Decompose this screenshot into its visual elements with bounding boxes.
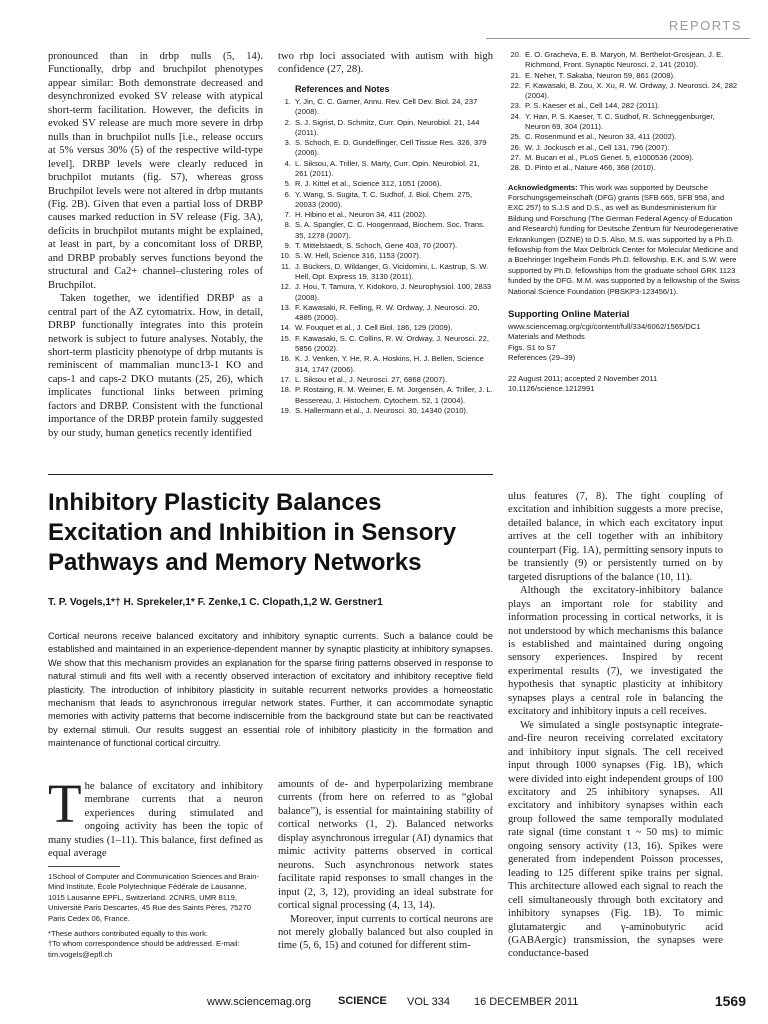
reference-text: D. Pinto et al., Nature 466, 368 (2010).	[525, 163, 656, 173]
reference-item	[508, 132, 740, 142]
acknowledgments-text: This work was supported by Deutsche Forschungsgemeinschaft (DFG) grants (SFB 665, SFB 958, and EXC 257) to S.J.S and D.S., as well as Bundesministerium für Bildung und Forschung (The German Federal Agency of Education and Research) funding for Deutsche Zentrum für Neurodegenerative Erkrankungen (DZNE) to D.S. Also, M.S. was supported by a Ph.D. fellowship from the Max Delbrück Center for Molecular Medicine and a Boehringer Ingelheim Fonds Ph.D. fellowship. E.K. and S.W. were supported by Ph.D. fellowships from the graduate school GRK 1123 funded by the DFG. M.M. was supported by a fellowship of the Swiss National Science Foundation (PBSKP3-123456/1).	[508, 182, 740, 296]
som-title: Supporting Online Material	[508, 309, 630, 321]
reference-text: F. Kawasaki, S. C. Collins, R. W. Ordway, J. Neurosci. 22, 5856 (2002).	[295, 333, 489, 354]
equal-contribution-note: *These authors contributed equally to this work.	[48, 929, 208, 939]
article-column-2	[278, 778, 493, 980]
reference-text: L. Siksou et al., J. Neurosci. 27, 6868 (2007).	[295, 374, 447, 384]
reference-number: 4.	[284, 158, 291, 168]
reference-number: 16.	[280, 354, 291, 364]
reference-number: 27.	[510, 152, 521, 162]
article-divider	[48, 474, 493, 475]
reference-text: Y. Wang, S. Sugita, T. C. Sudhof, J. Biol. Chem. 275, 20033 (2000).	[295, 189, 473, 209]
reference-number: 26.	[510, 142, 521, 152]
reference-number: 17.	[280, 374, 291, 384]
reference-number: 2.	[284, 117, 291, 127]
reference-text: P. S. Kaeser et al., Cell 144, 282 (2011).	[525, 101, 660, 111]
reference-text: E. Neher, T. Sakaba, Neuron 59, 861 (2008).	[525, 70, 676, 80]
som-url[interactable]: www.sciencemag.org/cgi/content/full/334/6062/1565/DC1	[508, 322, 701, 332]
correspondence-note: †To whom correspondence should be addressed. E-mail: tim.vogels@epfl.ch	[48, 939, 240, 959]
reference-item	[278, 190, 493, 211]
prev-paragraph-3: two rbp loci associated with autism with high confidence (27, 28).	[278, 51, 493, 76]
reference-number: 25.	[510, 132, 521, 142]
reference-number: 9.	[284, 241, 291, 251]
footer-journal-name: SCIENCE	[338, 995, 387, 1007]
references-title: References and Notes	[295, 83, 390, 94]
footer-url[interactable]: www.sciencemag.org	[207, 996, 311, 1008]
body-paragraph: amounts of de- and hyperpolarizing membrane currents (from here on referred to as “global balance”), is essential for maintaining stability of cortical networks (1, 2). Balanced networks display asynchronous irregular (AI) dynamics that mimic activity patterns observed in cortical neurons. Such asynchronous network states facilitate rapid responses to small changes in the input (2, 3, 12), providing an ideal substrate for cortical signal processing (4, 13, 14).	[278, 779, 493, 912]
reference-text: Y. Han, P. S. Kaeser, T. C. Südhof, R. Schneggenburger, Neuron 69, 304 (2011).	[525, 111, 715, 132]
reference-text: W. Fouquet et al., J. Cell Biol. 186, 129 (2009).	[295, 323, 453, 333]
reference-item	[278, 282, 493, 303]
drop-cap: T	[48, 780, 82, 834]
reference-item	[278, 262, 493, 283]
reference-text: C. Rosenmund et al., Neuron 33, 411 (2002).	[525, 132, 677, 142]
reference-number: 3.	[284, 138, 291, 148]
reference-text: K. J. Venken, Y. He, R. A. Hoskins, H. J. Bellen, Science 314, 1747 (2006).	[295, 354, 484, 374]
footnote-rule	[48, 866, 120, 867]
header-rule	[486, 38, 750, 39]
reference-text: W. J. Jockusch et al., Cell 131, 796 (2007).	[525, 142, 670, 152]
affiliation-text: 1School of Computer and Communication Sciences and Brain-Mind Institute, École Polytechnique Fédérale de Lausanne, 1015 Lausanne EPFL, Switzerland. 2CNRS, UMR 8119, Université Paris Descartes, 45 Rue des Saints Pères, 75270 Paris Cedex 06, France.	[48, 872, 260, 923]
prev-paragraph-2: Taken together, we identified DRBP as a central part of the AZ cytomatrix. How, in detail, DRBP functionally integrates into this protein network is subject to future analyses. Notably, the short-term plasticity phenotype of drbp mutants is reminiscent of mammalian munc13-1 KO and caps-1 and caps-2 DKO mutants (25, 26), which implicates functional links between priming factors and DRBP. Consistent with the functional importance of the DRBP protein family suggested by our study, human genetics recently identified	[48, 293, 263, 439]
intro-paragraph	[48, 780, 263, 861]
abstract: Cortical neurons receive balanced excitatory and inhibitory synaptic currents. Such a balance could be established and maintained in an experience-dependent manner by synaptic plasticity at inhibitory synapses. We show that this mechanism provides an explanation for the sparse firing patterns observed in response to natural stimuli and fits well with a recently observed interaction of excitatory and inhibitory receptive field plasticity. The introduction of inhibitory plasticity in suitable recurrent networks provides a homeostatic mechanism that leads to asynchronous irregular network states. Further, it can accommodate synaptic memories with activity patterns that become indiscernible from the background state but can be reactivated by external stimuli. Our results suggest an essential role of inhibitory plasticity in the formation and maintenance of functional cortical circuitry.	[48, 631, 493, 749]
reference-item	[508, 71, 740, 81]
article-column-3	[508, 490, 723, 982]
body-paragraph: ulus features (7, 8). The tight coupling of excitation and inhibition suggests a more precise, detailed balance, in which each excitatory input arrives at the cell together with an inhibitory counterpart (Fig. 1A), permitting sensory inputs to be transiently (9) or persistently turned on by targeted disruptions of the balance (10, 11).	[508, 491, 723, 583]
reference-text: S. Hallermann et al., J. Neurosci. 30, 14340 (2010).	[295, 405, 469, 415]
reference-number: 24.	[510, 111, 521, 121]
reference-number: 11.	[281, 261, 291, 271]
reference-item	[278, 334, 493, 355]
reference-item	[278, 303, 493, 324]
acknowledgments-title: Acknowledgments:	[508, 182, 578, 192]
reference-text: E. O. Gracheva, E. B. Maryon, M. Berthelot-Grosjean, J. E. Richmond, Front. Synaptic Neurosci. 2, 141 (2010).	[525, 50, 724, 70]
reference-text: S. J. Sigrist, D. Schmitz, Curr. Opin. Neurobiol. 21, 144 (2011).	[295, 117, 480, 137]
reference-number: 22.	[510, 80, 521, 90]
reference-number: 18.	[280, 385, 291, 395]
reference-item	[508, 112, 740, 133]
reference-number: 5.	[284, 179, 291, 189]
reference-text: J. Bückers, D. Wildanger, G. Vicidomini, L. Kastrup, S. W. Hell, Opt. Express 19, 3130 (2011).	[295, 261, 489, 281]
reference-number: 13.	[280, 302, 291, 312]
reference-item	[508, 101, 740, 111]
reference-item	[278, 354, 493, 375]
reference-text: S. A. Spangler, C. C. Hoogenraad, Biochem. Soc. Trans. 35, 1278 (2007).	[295, 220, 485, 240]
reference-item	[508, 163, 740, 173]
reference-item	[278, 323, 493, 333]
reference-item	[278, 159, 493, 180]
reference-number: 19.	[280, 405, 291, 415]
reference-list-2	[508, 50, 740, 174]
reference-item	[278, 138, 493, 159]
doi: 10.1126/science.1212991	[508, 384, 595, 394]
footer-date: 16 DECEMBER 2011	[474, 996, 579, 1008]
prev-article-column-2	[278, 50, 493, 465]
submission-dates	[508, 374, 740, 395]
footer-volume: VOL 334	[407, 996, 451, 1008]
reference-item	[278, 251, 493, 261]
reference-text: T. Mittelstaedt, S. Schoch, Gene 403, 70 (2007).	[295, 241, 458, 251]
reference-text: R. J. Kittel et al., Science 312, 1051 (2006).	[295, 179, 442, 189]
body-paragraph: Moreover, input currents to cortical neurons are not merely globally balanced but also coupled in time (5, 6, 15) and cotuned for different stim-	[278, 913, 493, 952]
reference-item	[278, 210, 493, 220]
reference-item	[278, 97, 493, 118]
reference-item	[508, 50, 740, 71]
reference-item	[278, 375, 493, 385]
reference-item	[508, 143, 740, 153]
body-paragraph: Although the excitatory-inhibitory balance plays an important role for stability and information processing in cortical networks, it is not understood by which mechanisms this balance is established and maintained during ongoing sensory experiences. Inspired by recent experimental results (7), we investigated the hypothesis that synaptic plasticity at inhibitory synapses plays a central role in balancing the excitatory and inhibitory inputs a cell receives.	[508, 585, 723, 718]
reference-text: F. Kawasaki, R. Felling, R. W. Ordway, J. Neurosci. 20, 4885 (2000).	[295, 302, 480, 323]
som-item: Materials and Methods	[508, 332, 585, 342]
reference-number: 14.	[280, 323, 291, 333]
reference-item	[278, 118, 493, 139]
body-paragraph: We simulated a single postsynaptic integrate-and-fire neuron receiving correlated excitatory and inhibitory input signals. The cell received input through 1000 synapses (Fig. 1B), which were divided into eight independent groups of 100 excitatory and 25 inhibitory synapses. All excitatory and inhibitory synapses within each group followed the same temporally modulated rate signal (time constant τ ~ 50 ms) to mimic ongoing sensory activity (13, 16). Spikes were generated from independent Poisson processes, leading to 125 different spike trains per signal. This architecture allowed each signal to reach the cell simultaneously through both excitatory and inhibitory synapses (Fig. 1B). To mimic glutamatergic and γ-aminobutyric acid (GABAergic) transmission, the synapses were conductance-based	[508, 719, 723, 960]
prev-article-column-3	[508, 50, 740, 465]
som-item: Figs. S1 to S7	[508, 342, 556, 352]
reference-text: S. W. Hell, Science 316, 1153 (2007).	[295, 251, 422, 261]
reference-text: L. Siksou, A. Triller, S. Marty, Curr. Opin. Neurobiol. 21, 261 (2011).	[295, 158, 480, 178]
page-number: 1569	[714, 993, 746, 1009]
reference-number: 7.	[284, 210, 291, 220]
reference-text: P. Rostaing, R. M. Weimer, E. M. Jorgensen, A. Triller, J. L. Bessereau, J. Histochem. Cytochem. 52, 1 (2004).	[295, 385, 493, 405]
reference-item	[278, 385, 493, 406]
prev-paragraph-1: pronounced than in drbp nulls (5, 14). Functionally, drbp and bruchpilot phenotypes appear similar: Both demonstrate decreased and desynchronized evoked SV release with atypical short-term facilitation. However, the deficits in evoked SV release are much more severe in drbp nulls than in bruchpilot nulls [i.e., release occurs at 5% versus 30% (5) of the respective wild-type level]. DRBP levels were clearly reduced in bruchpilot mutants (fig. S7), whereas gross Bruchpilot levels were not altered in drbp mutants (Fig. 2B). Given that even a partial loss of DRBP causes marked reduction in SV release (Fig. 3A), deficits in bruchpilot mutants might be explained, at least in part, by a concomitant loss of DRBP, and DRBP probably serves functions beyond the structural and Ca2+ channel–clustering roles of Bruchpilot.	[48, 51, 263, 291]
som-item: References (29–39)	[508, 353, 576, 363]
reference-number: 1.	[284, 96, 291, 106]
reference-number: 6.	[284, 189, 291, 199]
prev-article-column-1	[48, 50, 263, 465]
reference-item	[278, 179, 493, 189]
received-accepted-date: 22 August 2011; accepted 2 November 2011	[508, 373, 658, 383]
reference-text: F. Kawasaki, B. Zou, X. Xu, R. W. Ordway, J. Neurosci. 24, 282 (2004).	[525, 80, 738, 101]
reference-text: S. Schoch, E. D. Gundelfinger, Cell Tissue Res. 326, 379 (2006).	[295, 138, 487, 158]
reference-item	[508, 153, 740, 163]
author-list: T. P. Vogels,1*† H. Sprekeler,1* F. Zenke,1 C. Clopath,1,2 W. Gerstner1	[48, 597, 383, 608]
reference-text: H. Hibino et al., Neuron 34, 411 (2002).	[295, 210, 427, 220]
reference-number: 8.	[284, 220, 291, 230]
reference-number: 12.	[280, 282, 291, 292]
reference-item	[278, 241, 493, 251]
article-title: Inhibitory Plasticity Balances Excitation and Inhibition in Sensory Pathways and Memory Networks	[48, 489, 457, 576]
reference-list-1	[278, 97, 493, 416]
intro-text: he balance of excitatory and inhibitory membrane currents that a neuron experiences during stimulated and ongoing activity has been the topic of many studies (1–11). This balance, first defined as equal average	[48, 781, 263, 860]
acknowledgments	[508, 183, 740, 297]
reference-item	[278, 220, 493, 241]
reference-text: J. Hou, T. Tamura, Y. Kidokoro, J. Neurophysiol. 100, 2833 (2008).	[295, 282, 492, 302]
reference-number: 10.	[280, 251, 291, 261]
reference-text: M. Bucan et al., PLoS Genet. 5, e1000536 (2009).	[525, 152, 694, 162]
reference-number: 20.	[510, 50, 521, 59]
reference-number: 23.	[510, 101, 521, 111]
reference-item	[278, 406, 493, 416]
affiliations	[48, 872, 263, 965]
reference-number: 21.	[510, 70, 521, 80]
reference-number: 28.	[510, 163, 521, 173]
reference-item	[508, 81, 740, 102]
reports-label: REPORTS	[668, 18, 742, 33]
reference-number: 15.	[280, 333, 291, 343]
reference-text: Y. Jin, C. C. Garner, Annu. Rev. Cell Dev. Biol. 24, 237 (2008).	[295, 96, 478, 117]
